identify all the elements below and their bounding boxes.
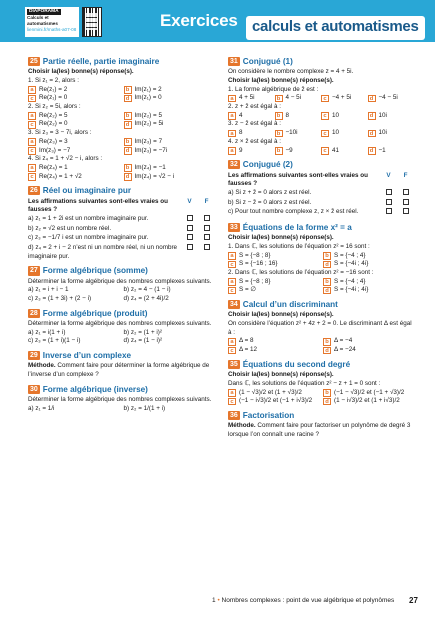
option-letter: b [323,278,331,286]
option-text: Re(z₁) = 0 [39,94,68,102]
chapter-number: 1 [212,597,216,604]
page-footer [212,597,394,606]
false-checkbox[interactable] [204,215,210,221]
intro: On considère le nombre complexe z = 4 + 5i. [228,68,354,76]
true-false-header [28,198,215,215]
answer-option[interactable] [228,260,319,269]
instruction: Choisir la(les) bonne(s) réponse(s). [228,77,334,84]
true-checkbox[interactable] [386,199,392,205]
option-text: Im(z₂) = 5 [134,111,162,119]
answer-option[interactable] [321,94,368,103]
true-checkbox[interactable] [187,234,193,240]
exercise-title: Forme algébrique (somme) [42,266,148,276]
exercise-31-header [228,56,414,67]
qr-code-icon [82,7,102,37]
answer-option[interactable] [228,112,275,121]
option-text: Re(z₂) = 0 [39,120,68,128]
option-letter: d [368,95,376,103]
option-letter: d [368,112,376,120]
instruction: Choisir la(les) bonne(s) réponse(s). [28,68,134,76]
statement: a) Si z + z̄ = 0 alors z est réel. [228,188,312,196]
left-column [28,52,215,414]
expression: b) z₂ = (1 + i)² [123,328,162,336]
true-false-item [228,199,414,209]
answer-grid [28,86,215,103]
answer-grid [28,112,215,129]
option-letter: d [124,121,132,129]
expression: d) z₄ = (1 − i)² [123,337,163,345]
exercise-title: Équations du second degré [242,359,351,369]
true-label: V [187,197,192,205]
false-checkbox[interactable] [204,244,210,250]
exercise-title: Inverse d’un complexe [42,351,132,361]
true-label: V [386,171,391,179]
exercise-32-header [228,159,414,170]
true-false-item [228,189,414,199]
option-text: Δ = −24 [334,346,356,354]
option-text: S = {−4 ; 4} [334,251,366,259]
answer-option[interactable] [228,129,275,138]
false-checkbox[interactable] [403,189,409,195]
option-letter: c [228,398,236,406]
option-letter: a [228,95,236,103]
option-letter: c [28,121,36,129]
method-text [228,422,414,439]
exercise-title: Calcul d’un discriminant [242,300,338,310]
question: 3. Si z₃ = 3 − 7i, alors : [28,129,92,137]
option-text: Im(z₃) = −7i [134,146,168,154]
expression: b) z₂ = 1/(1 + i) [123,404,166,412]
option-letter: b [275,112,283,120]
page-title: Exercices [160,11,238,30]
question: 1. La forme algébrique de z̄ est : [228,85,319,93]
answer-option[interactable] [228,94,275,103]
exercise-29-header [28,350,215,361]
option-letter: d [368,130,376,138]
answer-option[interactable] [124,86,216,95]
exercise-number: 34 [230,301,238,309]
answer-option[interactable] [228,286,319,295]
false-checkbox[interactable] [403,199,409,205]
method-label: Méthode. [228,422,256,430]
exercise-number: 27 [30,267,38,275]
option-letter: c [228,347,236,355]
option-text: 10i [378,111,387,119]
option-text: (1 − √3)/2 et (1 + √3)/2 [239,388,302,396]
true-checkbox[interactable] [386,208,392,214]
true-false-item [28,215,215,225]
expression-grid [28,329,215,346]
question: 4. Si z₄ = 1 + √2 − i, alors : [28,155,103,163]
option-letter: b [124,112,132,120]
answer-option[interactable] [28,120,120,129]
instruction: Choisir la(les) bonne(s) réponse(s). [228,234,334,242]
answer-option[interactable] [228,397,319,406]
answer-option[interactable] [323,278,414,287]
option-letter: b [323,252,331,260]
option-letter: c [321,95,329,103]
option-text: 8 [239,129,243,137]
option-letter: c [28,147,36,155]
answer-grid [228,278,414,295]
option-text: (−1 − i√3)/2 et (−1 + i√3)/2 [239,397,313,405]
option-text: 8 [285,111,290,119]
answer-grid [228,129,414,138]
option-letter: a [228,278,236,286]
answer-option[interactable] [28,94,120,103]
option-text: −10i [285,129,298,137]
option-letter: b [275,130,283,138]
answer-grid [228,112,414,121]
true-checkbox[interactable] [187,215,193,221]
option-text: −9 [285,146,293,154]
page-header [0,0,435,42]
answer-grid [28,138,215,155]
statement: c) z₃ = −1/7 i est un nombre imaginaire pur. [28,234,149,242]
answer-option[interactable] [28,147,120,156]
bullet-icon: • [217,597,220,604]
exercise-number: 30 [30,385,38,393]
method-question: Comment faire pour factoriser un polynôme de degré 3 lorsque l’on connaît une racine ? [228,422,411,438]
exercise-title: Équations de la forme x² = a [242,222,352,232]
answer-option[interactable] [124,147,216,156]
answer-option[interactable] [124,138,216,147]
expression: d) z₄ = (2 + 4i)/2 [123,295,169,303]
answer-option[interactable] [323,389,414,398]
answer-option[interactable] [323,397,414,406]
option-letter: c [228,287,236,295]
option-letter: a [228,389,236,397]
option-letter: d [323,347,331,355]
option-letter: c [228,261,236,269]
statement: d) z₄ = 2 + i − 2 n’est ni un nombre réel, ni un nombre imaginaire pur. [28,244,178,260]
option-text: Re(z₂) = 5 [39,111,68,119]
answer-grid [228,252,414,269]
answer-option[interactable] [124,164,216,173]
option-letter: a [28,112,36,120]
exercise-title: Conjugué (2) [242,160,293,170]
option-letter: b [124,164,132,172]
option-letter: b [124,138,132,146]
method-question: Comment faire pour déterminer la forme algébrique de l’inverse d’un complexe ? [28,362,210,379]
option-letter: a [228,130,236,138]
instruction: Choisir la(les) bonne(s) réponse(s). [228,311,334,319]
chapter-title: Nombres complexes : point de vue algébrique et polynômes [221,597,395,604]
instruction: Les affirmations suivantes sont-elles vraies ou fausses ? [228,171,368,188]
exercise-title: Partie réelle, partie imaginaire [42,57,160,66]
option-text: Im(z₂) = 5i [134,120,164,128]
exercise-number: 28 [30,309,38,317]
answer-option[interactable] [368,129,415,138]
intro: On considère l’équation z² + 4z + 2 = 0. Le discriminant Δ est égal à : [228,320,412,336]
option-letter: c [28,173,36,181]
option-letter: d [323,398,331,406]
answer-option[interactable] [28,164,120,173]
answer-grid [228,337,414,354]
option-text: Re(z₄) = 1 + √2 [39,172,82,180]
answer-option[interactable] [28,138,120,147]
option-text: Re(z₁) = 2 [39,85,68,93]
question: 3. z − z̄ est égal à : [228,120,282,128]
option-letter: c [321,112,329,120]
option-text: Δ = −4 [334,337,353,345]
instruction: Les affirmations suivantes sont-elles vraies ou fausses ? [28,197,168,214]
option-text: 4 [239,111,243,119]
answer-option[interactable] [275,147,322,156]
option-text: (1 − i√3)/2 et (1 + i√3)/2 [334,397,400,405]
option-letter: b [275,95,283,103]
answer-option[interactable] [323,346,414,355]
option-text: Δ = 12 [239,346,258,354]
answer-option[interactable] [228,147,275,156]
option-text: 4 − 5i [285,94,302,102]
answer-option[interactable] [323,260,414,269]
exercise-28-header [28,308,215,319]
exercise-title: Conjugué (1) [242,57,293,66]
method-text [28,362,215,379]
option-letter: a [228,252,236,260]
answer-option[interactable] [124,173,216,182]
option-text: 41 [332,146,340,154]
expression: b) z₂ = 4 − (1 − i) [123,286,171,294]
diaporama-link[interactable]: lienmini.fr/maths-a07-08 [27,27,77,33]
expression: a) z₁ = i + i − 1 [28,286,69,294]
expression-grid [28,405,215,414]
option-text: −4 + 5i [332,94,352,102]
statement: a) z₁ = 1 + 2i est un nombre imaginaire pur. [28,214,149,222]
true-checkbox[interactable] [187,244,193,250]
exercise-title: Factorisation [242,410,295,420]
option-text: Im(z₁) = 0 [134,94,162,102]
answer-grid [228,94,414,103]
true-false-item [28,225,215,235]
answer-grid [228,147,414,156]
question: 2. Si z₂ = 5i, alors : [28,103,81,111]
answer-option[interactable] [228,389,319,398]
option-letter: a [228,112,236,120]
diaporama-label: DIAPORAMA [29,9,59,14]
option-text: S = {−8 ; 8} [239,251,271,259]
option-text: −1 [378,146,386,154]
exercise-number: 35 [230,360,238,368]
option-text: 4 + 5i [239,94,255,102]
option-letter: a [28,86,36,94]
true-false-item [28,234,215,244]
answer-option[interactable] [368,94,415,103]
exercise-number: 25 [30,58,38,66]
exercise-35-header [228,359,414,370]
option-text: Im(z₃) = 7 [134,137,163,145]
exercise-26-header [28,185,215,196]
exercise-36-header [228,410,414,421]
option-letter: b [323,389,331,397]
false-label: F [204,197,209,205]
answer-option[interactable] [28,112,120,121]
question: 2. z + z̄ est égal à : [228,103,282,111]
question: 1. Si z₁ = 2, alors : [28,77,79,84]
exercise-number: 31 [230,58,238,66]
exercise-number: 29 [30,352,38,360]
page-subtitle: calculs et automatismes [246,16,425,40]
answer-option[interactable] [323,252,414,261]
option-letter: d [368,147,376,155]
option-text: Im(z₃) = −7 [39,146,71,154]
answer-option[interactable] [228,252,319,261]
option-text: (−1 − √3)/2 et (−1 + √3)/2 [334,388,405,396]
exercise-number: 36 [230,411,238,419]
option-letter: a [28,138,36,146]
statement: b) Si z − z̄ = 0 alors z est réel. [228,198,312,206]
answer-option[interactable] [275,94,322,103]
true-false-item [228,208,414,218]
option-text: Re(z₃) = 3 [39,137,68,145]
exercise-number: 26 [30,187,38,195]
option-letter: c [321,130,329,138]
option-text: Im(z₁) = 2 [134,85,162,93]
instruction: Déterminer la forme algébrique des nombres complexes suivants. [28,396,212,404]
answer-option[interactable] [275,112,322,121]
exercise-number: 33 [230,224,238,232]
expression: c) z₃ = (1 + 3i) + (2 − i) [28,295,92,303]
option-text: Δ = 8 [239,337,254,345]
option-letter: c [28,95,36,103]
option-letter: d [323,261,331,269]
answer-option[interactable] [228,278,319,287]
intro: Dans ℂ, les solutions de l’équation z² − z + 1 = 0 sont : [228,379,381,387]
question: 4. z × z̄ est égal à : [228,137,282,145]
exercise-title: Réel ou imaginaire pur [42,186,132,196]
option-text: S = ∅ [239,286,256,294]
option-letter: d [124,95,132,103]
option-text: 10 [332,111,340,119]
false-label: F [403,171,408,179]
exercise-title: Forme algébrique (produit) [42,308,148,318]
option-letter: b [124,86,132,94]
option-letter: a [28,164,36,172]
answer-option[interactable] [28,173,120,182]
true-checkbox[interactable] [187,225,193,231]
answer-option[interactable] [368,147,415,156]
false-checkbox[interactable] [204,225,210,231]
answer-option[interactable] [275,129,322,138]
page-number: 27 [409,596,418,605]
option-text: 10 [332,129,340,137]
answer-option[interactable] [323,286,414,295]
false-checkbox[interactable] [403,208,409,214]
answer-option[interactable] [321,147,368,156]
answer-option[interactable] [124,112,216,121]
option-letter: a [228,147,236,155]
answer-option[interactable] [321,112,368,121]
option-letter: a [228,338,236,346]
instruction: Choisir la(les) bonne(s) réponse(s). [228,371,334,379]
instruction: Déterminer la forme algébrique des nombres complexes suivants. [28,320,212,328]
answer-option[interactable] [228,346,319,355]
answer-grid [228,389,414,406]
diaporama-badge[interactable] [25,7,79,37]
option-text: S = {−8 ; 8} [239,277,271,285]
option-text: 10i [378,129,387,137]
answer-option[interactable] [28,86,120,95]
option-letter: d [124,173,132,181]
option-letter: b [323,338,331,346]
answer-option[interactable] [368,112,415,121]
answer-option[interactable] [124,94,216,103]
exercise-title: Forme algébrique (inverse) [42,384,148,394]
right-column [228,52,414,440]
answer-option[interactable] [323,337,414,346]
statement: b) z₂ = √2 est un nombre réel. [28,224,112,232]
false-checkbox[interactable] [204,234,210,240]
method-label: Méthode. [28,362,56,370]
expression: a) z₁ = i(1 + i) [28,328,66,336]
option-text: S = {−16 ; 16} [239,260,278,268]
option-text: Re(z₄) = 1 [39,163,68,171]
option-letter: b [275,147,283,155]
question: 2. Dans ℂ, les solutions de l’équation z² = −16 sont : [228,269,374,276]
exercise-27-header [28,265,215,276]
true-false-header [228,172,414,189]
instruction: Déterminer la forme algébrique des nombres complexes suivants. [28,277,212,285]
option-text: S = {−4 ; 4} [334,277,366,285]
statement: c) Pour tout nombre complexe z, z × z̄ est réel. [228,208,359,216]
option-text: 9 [239,146,243,154]
exercise-30-header [28,384,215,395]
option-letter: d [323,287,331,295]
option-text: Im(z₄) = √2 − i [134,172,175,180]
exercise-number: 32 [230,161,238,169]
option-letter: c [321,147,329,155]
option-text: Im(z₄) = −1 [134,163,166,171]
option-letter: d [124,147,132,155]
exercise-25-header [28,56,215,67]
question: 1. Dans ℂ, les solutions de l’équation z² = 16 sont : [228,242,370,250]
option-text: S = {−4i ; 4i} [334,286,369,294]
answer-option[interactable] [124,120,216,129]
option-text: −4 − 5i [378,94,398,102]
expression: a) z₁ = 1/i [28,404,55,412]
diaporama-subtitle: Calculs et automatismes [27,15,58,27]
expression: c) z₃ = (1 + i)(1 − i) [28,337,81,345]
answer-grid [28,164,215,181]
expression-grid [28,286,215,303]
answer-option[interactable] [228,337,319,346]
answer-option[interactable] [321,129,368,138]
option-text: S = {−4i ; 4i} [334,260,369,268]
true-false-item [28,244,215,261]
true-checkbox[interactable] [386,189,392,195]
exercise-33-header [228,222,414,233]
exercise-34-header [228,299,414,310]
